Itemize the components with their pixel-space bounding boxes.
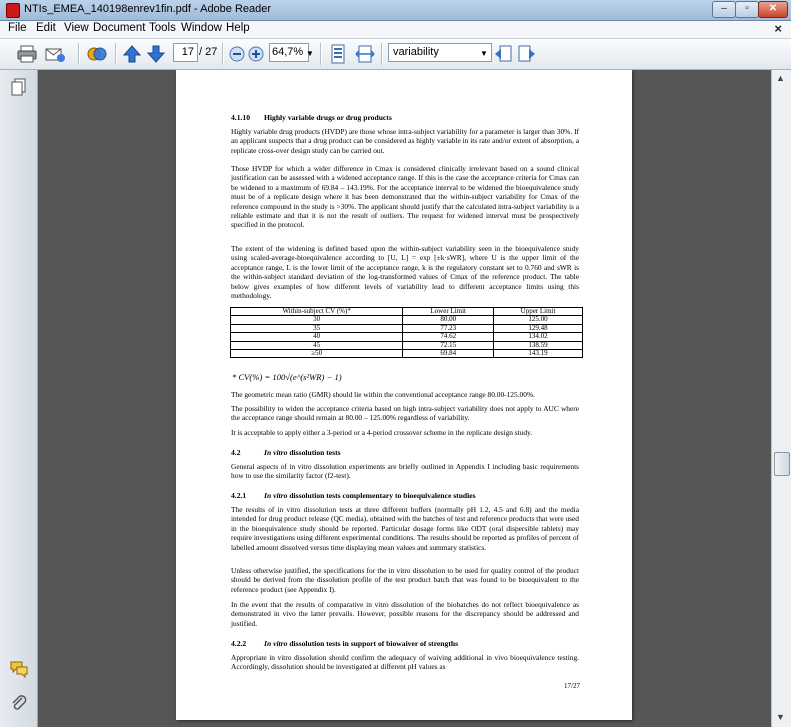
menu-tools[interactable]: Tools	[149, 22, 176, 34]
close-button[interactable]: ✕	[758, 1, 788, 18]
paragraph: It is acceptable to apply either a 3-period or a 4-period crossover scheme in the replicate design study.	[231, 428, 533, 437]
paragraph: In the event that the results of comparative in vitro dissolution of the biobatches do not reflect bioequivalence as demonstrated in vivo the latter prevails. However, possible reasons for the discrepancy should be addressed and justified.	[231, 600, 579, 628]
paragraph: Highly variable drug products (HVDP) are those whose intra-subject variability for a parameter is larger than 30%. If an applicant suspects that a drug product can be considered as highly variable in its rate and/or extent of absorption, a replicate cross-over design study can be carried out.	[231, 127, 579, 155]
search-previous-icon[interactable]	[492, 43, 514, 65]
vertical-scrollbar[interactable]	[771, 70, 791, 727]
acceptance-limits-table	[230, 307, 583, 358]
scroll-up-icon[interactable]: ▲	[776, 73, 785, 83]
search-next-icon[interactable]	[516, 43, 538, 65]
down-arrow-icon[interactable]	[145, 43, 167, 65]
cv-formula: * CV(%) = 100√(e^(s²WR) − 1)	[232, 372, 342, 382]
section-heading-4-2-2: 4.2.2 In vitro dissolution tests in support of biowaiver of strengths	[231, 639, 459, 648]
page-number-input[interactable]: 17	[173, 43, 198, 62]
menu-document[interactable]: Document	[93, 22, 146, 34]
paragraph: The possibility to widen the acceptance criteria based on high intra-subject variability does not apply to AUC where the acceptance range should remain at 80.00 – 125.00% regardless of variability.	[231, 404, 579, 423]
fit-page-icon[interactable]	[327, 43, 349, 65]
menu-edit[interactable]: Edit	[36, 22, 56, 34]
scrollbar-thumb[interactable]	[774, 452, 790, 476]
zoom-level-input[interactable]: 64,7%	[269, 43, 309, 62]
table-cell: 125.00	[494, 316, 583, 324]
table-cell: 72.15	[403, 341, 494, 349]
page-total: / 27	[199, 46, 218, 58]
comments-icon[interactable]	[10, 660, 28, 678]
table-header: Within-subject CV (%)*	[231, 308, 403, 316]
table-row	[231, 350, 583, 358]
section-heading-4-2: 4.2 In vitro dissolution tests	[231, 448, 341, 457]
paragraph: The extent of the widening is defined based upon the within-subject variability seen in the bioequivalence study using scaled-average-bioequivalence according to [U, L] = exp [±k·sWR], where U is the upper limit of the acceptance range, L is the lower limit of the acceptance range, k is the regulatory constant set to 0.760 and sWR is the within-subject standard deviation of the log-transformed values of Cmax of the reference product. The table below gives examples of how different levels of variability lead to different acceptance limits using this methodology.	[231, 244, 579, 301]
printer-icon[interactable]	[16, 43, 38, 65]
pdf-page	[176, 70, 632, 720]
title-bar	[0, 0, 791, 21]
section-heading-4-1-10: 4.1.10 Highly variable drugs or drug products	[231, 113, 392, 122]
menu-bar	[0, 21, 791, 39]
email-icon[interactable]	[44, 43, 66, 65]
table-cell: 138.59	[494, 341, 583, 349]
paragraph: Those HVDP for which a wider difference in Cmax is considered clinically irrelevant based on a sound clinical justification can be assessed with a widened acceptance range. If this is the case the acceptance criteria for Cmax can be widened to a maximum of 69.84 – 143.19%. For the acceptance interval to be widened the bioequivalence study must be of a replicate design where it has been demonstrated that the within-subject variability for Cmax of the reference compound in the study is >30%. The applicant should justify that the calculated intra-subject variability is a reliable estimate and that it is not the result of outliers. The request for widened interval must be prospectively specified in the protocol.	[231, 164, 580, 230]
paragraph: General aspects of in vitro dissolution experiments are briefly outlined in Appendix I including basic requirements how to use the similarity factor (f2-test).	[231, 462, 579, 481]
minimize-button[interactable]: –	[712, 1, 736, 18]
adobe-reader-icon	[6, 3, 20, 18]
table-cell: 129.48	[494, 324, 583, 332]
pages-panel-icon[interactable]	[10, 78, 28, 96]
paragraph: The results of in vitro dissolution tests at three different buffers (normally pH 1.2, 4.5 and 6.8) and the media intended for drug product release (QC media), obtained with the batches of test and reference products that were used in the bioequivalence study should be reported. Particular dosage forms like ODT (oral dispersible tablets) may require investigations using different experimental conditions. The results should be reported as profiles of percent of labelled amount dissolved versus time displaying mean values and summary statistics.	[231, 505, 579, 552]
page-number-label: 17/27	[564, 682, 580, 690]
paragraph: Unless otherwise justified, the specifications for the in vitro dissolution to be used for quality control of the product should be derived from the dissolution profile of the test product batch that was found to be bioequivalent to the reference product (see Appendix I).	[231, 566, 579, 594]
table-cell: 45	[231, 341, 403, 349]
zoom-in-icon[interactable]	[245, 43, 267, 65]
paragraph: Appropriate in vitro dissolution should confirm the adequacy of waiving additional in vivo bioequivalence testing. Accordingly, dissolution should be investigated at different pH values as	[231, 653, 579, 672]
collaborate-icon[interactable]	[86, 43, 108, 65]
table-cell: 77.23	[403, 324, 494, 332]
menu-view[interactable]: View	[64, 22, 89, 34]
menu-file[interactable]: File	[8, 22, 27, 34]
search-input[interactable]: variability	[388, 43, 492, 62]
fit-width-icon[interactable]	[354, 43, 376, 65]
paragraph: The geometric mean ratio (GMR) should lie within the conventional acceptance range 80.00-125.00%.	[231, 390, 535, 399]
table-row	[231, 333, 583, 341]
table-cell: ≥50	[231, 350, 403, 358]
up-arrow-icon[interactable]	[121, 43, 143, 65]
search-dropdown-icon[interactable]: ▼	[480, 49, 488, 58]
menu-window[interactable]: Window	[181, 22, 222, 34]
scroll-down-icon[interactable]: ▼	[776, 712, 785, 722]
section-heading-4-2-1: 4.2.1 In vitro dissolution tests complementary to bioequivalence studies	[231, 491, 476, 500]
zoom-dropdown-icon[interactable]: ▼	[306, 49, 314, 58]
navigation-panel	[0, 70, 38, 727]
table-cell: 80.00	[403, 316, 494, 324]
toolbar	[0, 39, 791, 70]
window-title: NTIs_EMEA_140198enrev1fin.pdf - Adobe Reader	[24, 3, 272, 15]
table-cell: 40	[231, 333, 403, 341]
document-viewport[interactable]	[38, 70, 770, 727]
table-cell: 134.02	[494, 333, 583, 341]
table-header: Lower Limit	[403, 308, 494, 316]
table-cell: 143.19	[494, 350, 583, 358]
table-cell: 30	[231, 316, 403, 324]
table-cell: 35	[231, 324, 403, 332]
close-document-button[interactable]: ×	[774, 21, 782, 36]
table-cell: 69.84	[403, 350, 494, 358]
table-header: Upper Limit	[494, 308, 583, 316]
menu-help[interactable]: Help	[226, 22, 250, 34]
maximize-button[interactable]: ▫	[735, 1, 759, 18]
table-cell: 74.62	[403, 333, 494, 341]
paperclip-icon[interactable]	[10, 694, 28, 712]
